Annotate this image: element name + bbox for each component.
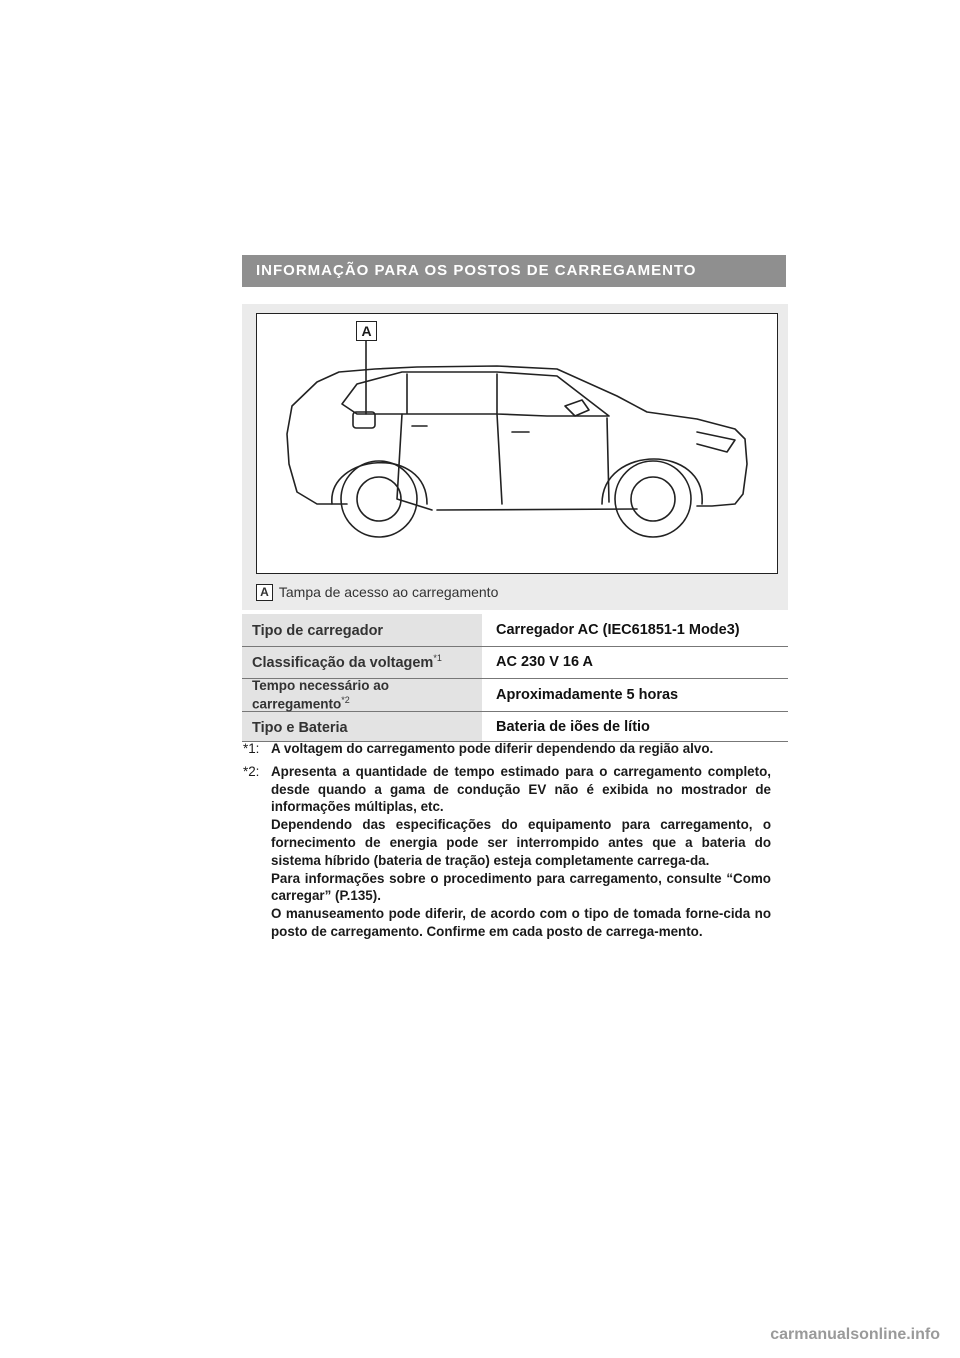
table-row (242, 614, 788, 646)
charging-spec-table (242, 614, 788, 742)
rear-wheel-arch (332, 463, 427, 504)
footnote-text: Apresenta a quantidade de tempo estimado para o carregamento completo, desde quando a gama de condução EV não é exibida no mostrador de informações múltiplas, etc. (271, 763, 771, 815)
footnote-text: Para informações sobre o procedimento para carregamento, consulte “Como carregar” (P.135). (271, 870, 771, 904)
footnote-text: O manuseamento pode diferir, de acordo com o tipo de tomada forne-cida no posto de carregamento. Confirme em cada posto de carrega-mento. (271, 906, 771, 939)
legend-text: Tampa de acesso ao carregamento (278, 584, 499, 601)
spec-value: Carregador AC (IEC61851-1 Mode3) (482, 614, 788, 646)
section-header (242, 255, 786, 287)
front-lamp (697, 432, 735, 452)
door-lines (397, 414, 609, 510)
rear-wheel (341, 461, 417, 537)
table-row (242, 712, 788, 742)
footnote-mark: *1: (243, 741, 260, 756)
footnote-text: A voltagem do carregamento pode diferir dependendo da região alvo. (271, 741, 714, 756)
car-side-drawing (257, 314, 777, 573)
spec-value: AC 230 V 16 A (482, 646, 788, 678)
table-row (242, 678, 788, 712)
figure-legend (256, 583, 498, 603)
front-wheel (615, 461, 691, 537)
spec-value: Aproximadamente 5 horas (482, 678, 788, 712)
front-wheel-hub (631, 477, 675, 521)
spec-key: Classificação da voltagem$^{*1}$ (242, 646, 482, 678)
section-title: INFORMAÇÃO PARA OS POSTOS DE CARREGAMENTO (256, 262, 697, 279)
footnotes (243, 740, 771, 946)
rear-wheel-hub (357, 477, 401, 521)
watermark: carmanualsonline.info (770, 1326, 940, 1343)
callout-a-label: A (356, 321, 377, 341)
car-body-outline (287, 366, 747, 510)
footnote-mark: *2: (243, 763, 260, 779)
footnote-1 (243, 740, 771, 758)
door-handles (412, 426, 529, 432)
spec-key: Tempo necessário ao carregamento$^{*2}$ (242, 678, 482, 712)
footnote-2 (243, 763, 771, 941)
legend-key-a: A (256, 584, 273, 601)
footnote-text: Dependendo das especificações do equipamento para carregamento, o fornecimento de energia pode ser interrompido antes que a bateria do sistema híbrido (bateria de tração) esteja completamente carrega-da. (271, 817, 771, 868)
vehicle-illustration (256, 313, 778, 574)
spec-key: Tipo de carregador (242, 614, 482, 646)
spec-key: Tipo e Bateria (242, 712, 482, 742)
spec-value: Bateria de iões de lítio (482, 712, 788, 742)
table-row (242, 646, 788, 678)
side-mirror (565, 400, 589, 416)
